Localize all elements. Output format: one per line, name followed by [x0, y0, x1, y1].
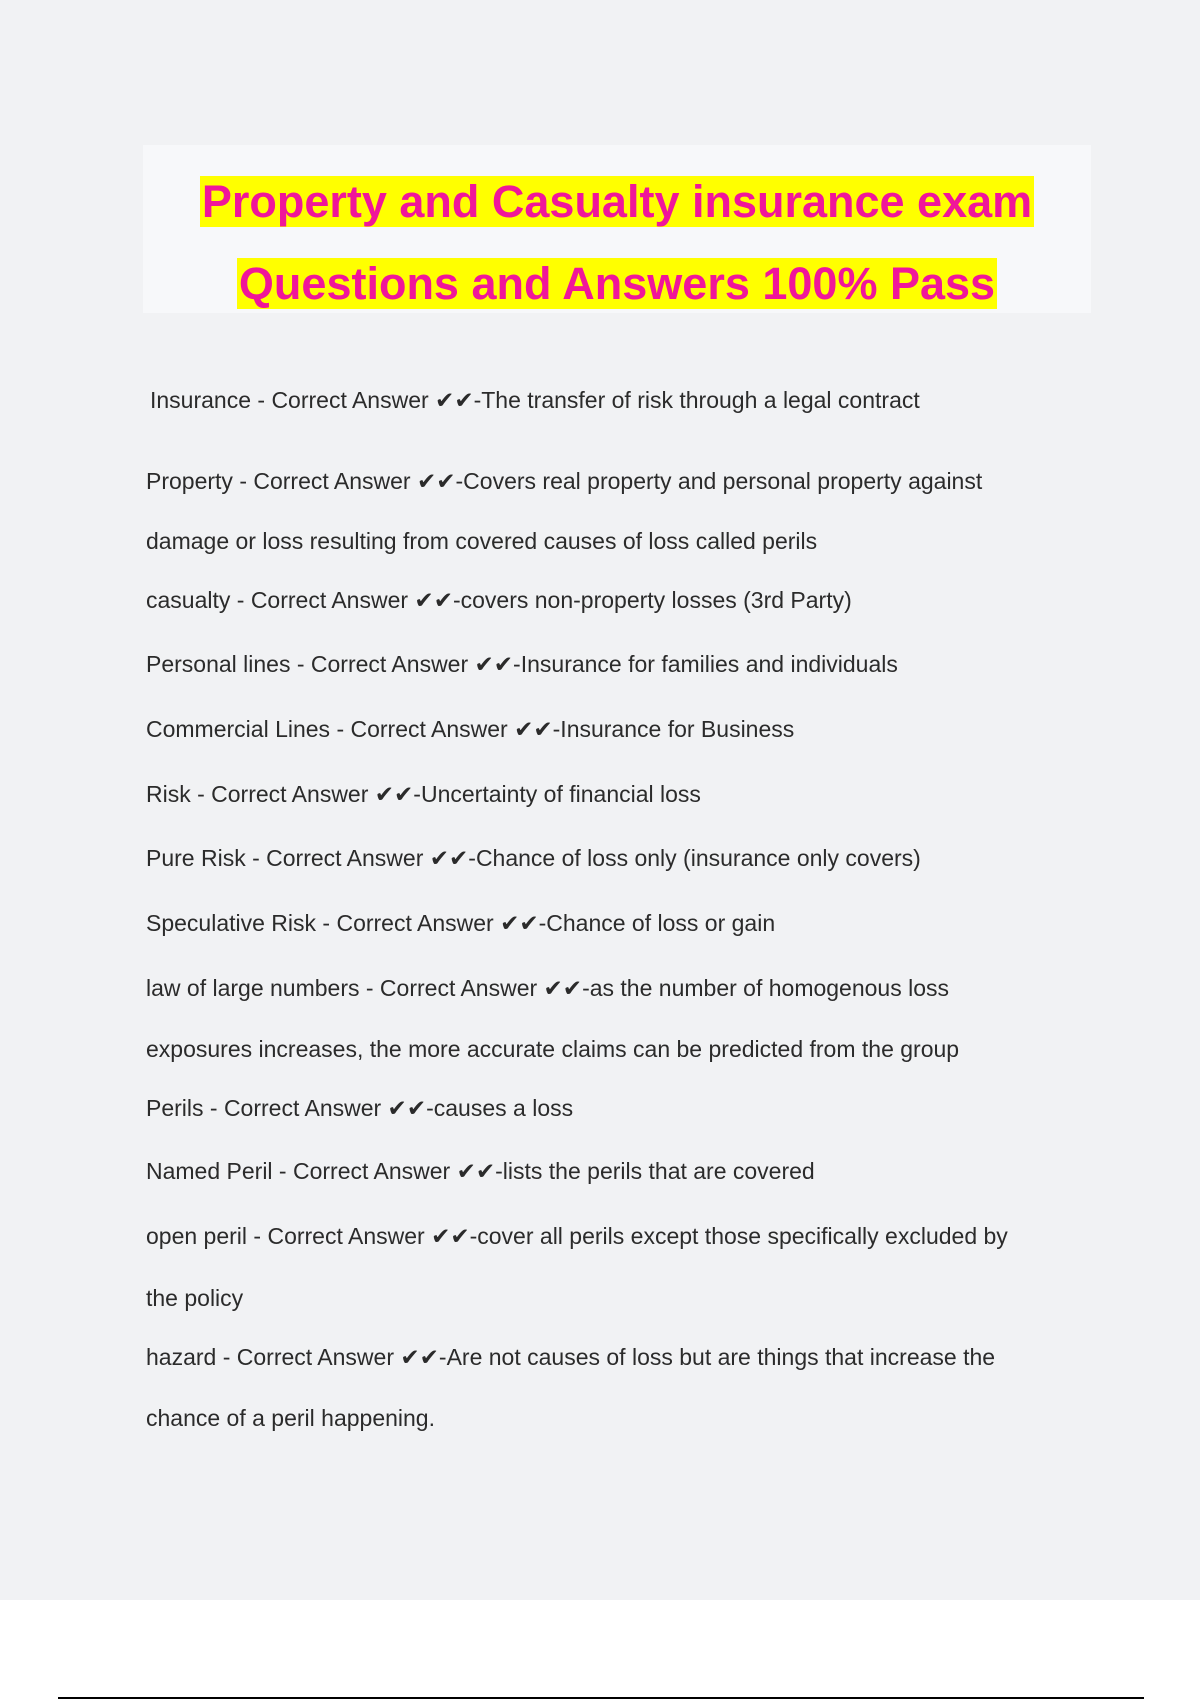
qa-line-law-large-numbers: law of large numbers - Correct Answer ✔✔-as the number of homogenous loss: [146, 975, 950, 1001]
qa-line-insurance: Insurance - Correct Answer ✔✔-The transfer of risk through a legal contract: [150, 387, 920, 413]
qa-line-personal-lines: Personal lines - Correct Answer ✔✔-Insurance for families and individuals: [146, 651, 898, 677]
qa-line-risk: Risk - Correct Answer ✔✔-Uncertainty of financial loss: [146, 781, 701, 807]
qa-line-property: Property - Correct Answer ✔✔-Covers real property and personal property against: [146, 468, 983, 494]
qa-line-perils: Perils - Correct Answer ✔✔-causes a loss: [146, 1095, 574, 1121]
title-box: [143, 145, 1091, 313]
qa-line-open-peril: open peril - Correct Answer ✔✔-cover all perils except those specifically excluded by: [146, 1223, 1008, 1249]
qa-line-casualty: casualty - Correct Answer ✔✔-covers non-property losses (3rd Party): [146, 587, 852, 613]
qa-line-open-peril-cont: the policy: [146, 1285, 244, 1311]
qa-line-law-large-numbers-cont: exposures increases, the more accurate claims can be predicted from the group: [146, 1036, 960, 1062]
document-title-line-2: Questions and Answers 100% Pass: [238, 258, 996, 309]
footer-divider: [58, 1697, 1144, 1699]
qa-line-pure-risk: Pure Risk - Correct Answer ✔✔-Chance of loss only (insurance only covers): [146, 845, 921, 871]
qa-line-property-cont: damage or loss resulting from covered causes of loss called perils: [146, 528, 818, 554]
document-title-line-1: Property and Casualty insurance exam: [201, 176, 1033, 227]
qa-line-named-peril: Named Peril - Correct Answer ✔✔-lists the perils that are covered: [146, 1158, 815, 1184]
qa-line-commercial-lines: Commercial Lines - Correct Answer ✔✔-Insurance for Business: [146, 716, 795, 742]
qa-line-hazard-cont: chance of a peril happening.: [146, 1405, 435, 1431]
qa-line-hazard: hazard - Correct Answer ✔✔-Are not causes of loss but are things that increase the: [146, 1344, 996, 1370]
qa-line-speculative-risk: Speculative Risk - Correct Answer ✔✔-Chance of loss or gain: [146, 910, 776, 936]
